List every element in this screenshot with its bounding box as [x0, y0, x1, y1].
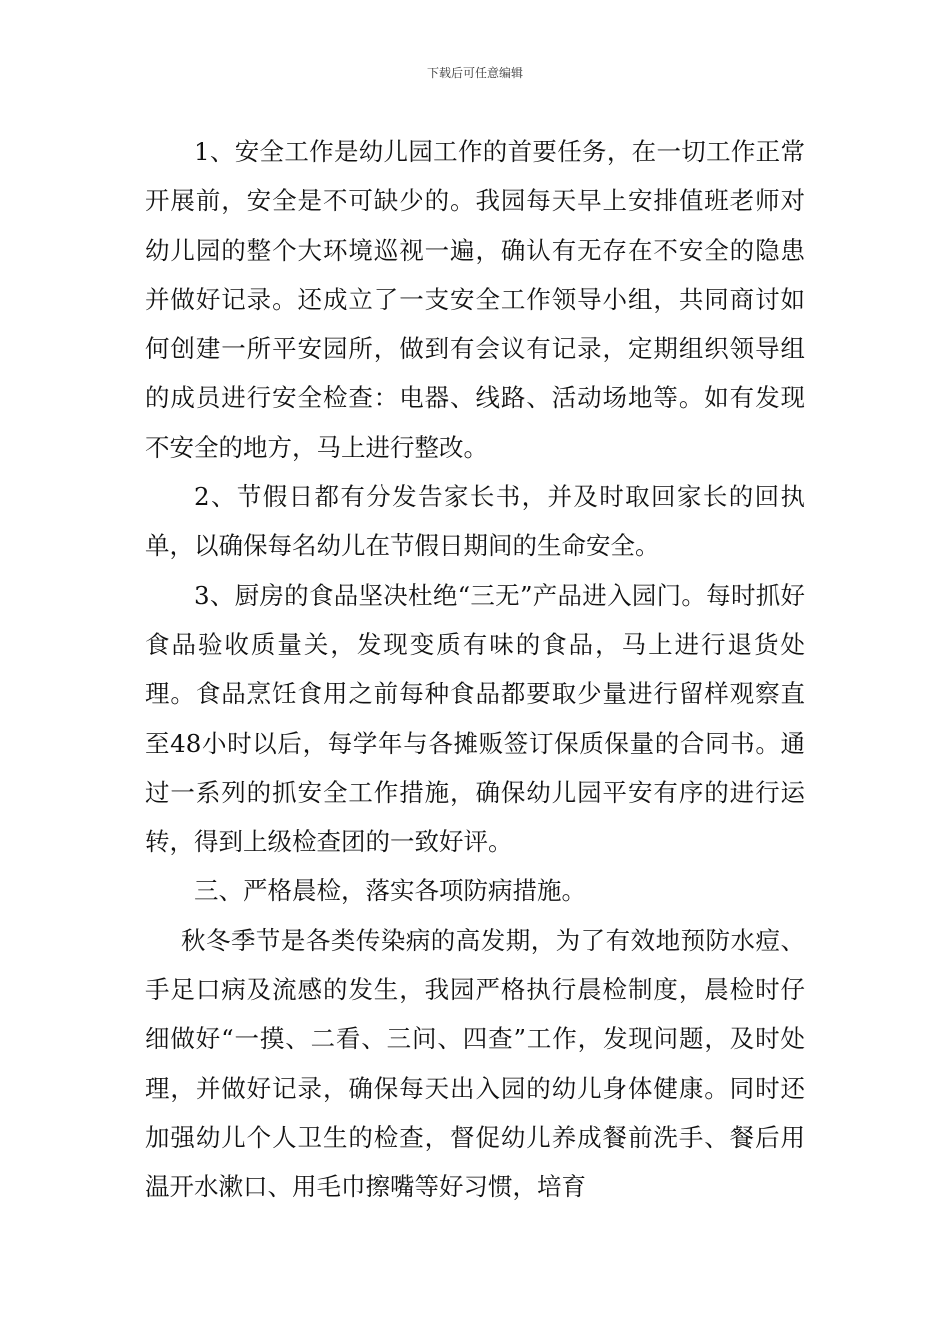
- page-header: 下载后可任意编辑: [426, 66, 523, 80]
- paragraph-disease-prevention: 秋冬季节是各类传染病的高发期，为了有效地预防水痘、手足口病及流感的发生，我园严格执行晨检制度，晨检时仔细做好“一摸、二看、三问、四查”工作，发现问题，及时处理，并做好记录，确保每天出入园的幼儿身体健康。同时还加强幼儿个人卫生的检查，督促幼儿养成餐前洗手、餐后用温开水漱口、用毛巾擦嘴等好习惯，培育: [145, 925, 805, 1202]
- document-body: [145, 127, 805, 1212]
- section-heading-morning-check: 三、严格晨检，落实各项防病措施。: [194, 876, 586, 906]
- paragraph-safety-tasks: 1、安全工作是幼儿园工作的首要任务，在一切工作正常开展前，安全是不可缺少的。我园每天早上安排值班老师对幼儿园的整个大环境巡视一遍，确认有无存在不安全的隐患并做好记录。还成立了一支安全工作领导小组，共同商讨如何创建一所平安园所，做到有会议有记录，定期组织领导组的成员进行安全检查：电器、线路、活动场地等。如有发现不安全的地方，马上进行整改。: [145, 137, 805, 462]
- paragraph-holiday-notice: 2、节假日都有分发告家长书，并及时取回家长的回执单，以确保每名幼儿在节假日期间的生命安全。: [145, 482, 805, 561]
- paragraph-kitchen-food: 3、厨房的食品坚决杜绝“三无”产品进入园门。每时抓好食品验收质量关，发现变质有味的食品，马上进行退货处理。食品烹饪食用之前每种食品都要取少量进行留样观察直至48小时以后，每学年与各摊贩签订保质保量的合同书。通过一系列的抓安全工作措施，确保幼儿园平安有序的进行运转，得到上级检查团的一致好评。: [145, 580, 805, 857]
